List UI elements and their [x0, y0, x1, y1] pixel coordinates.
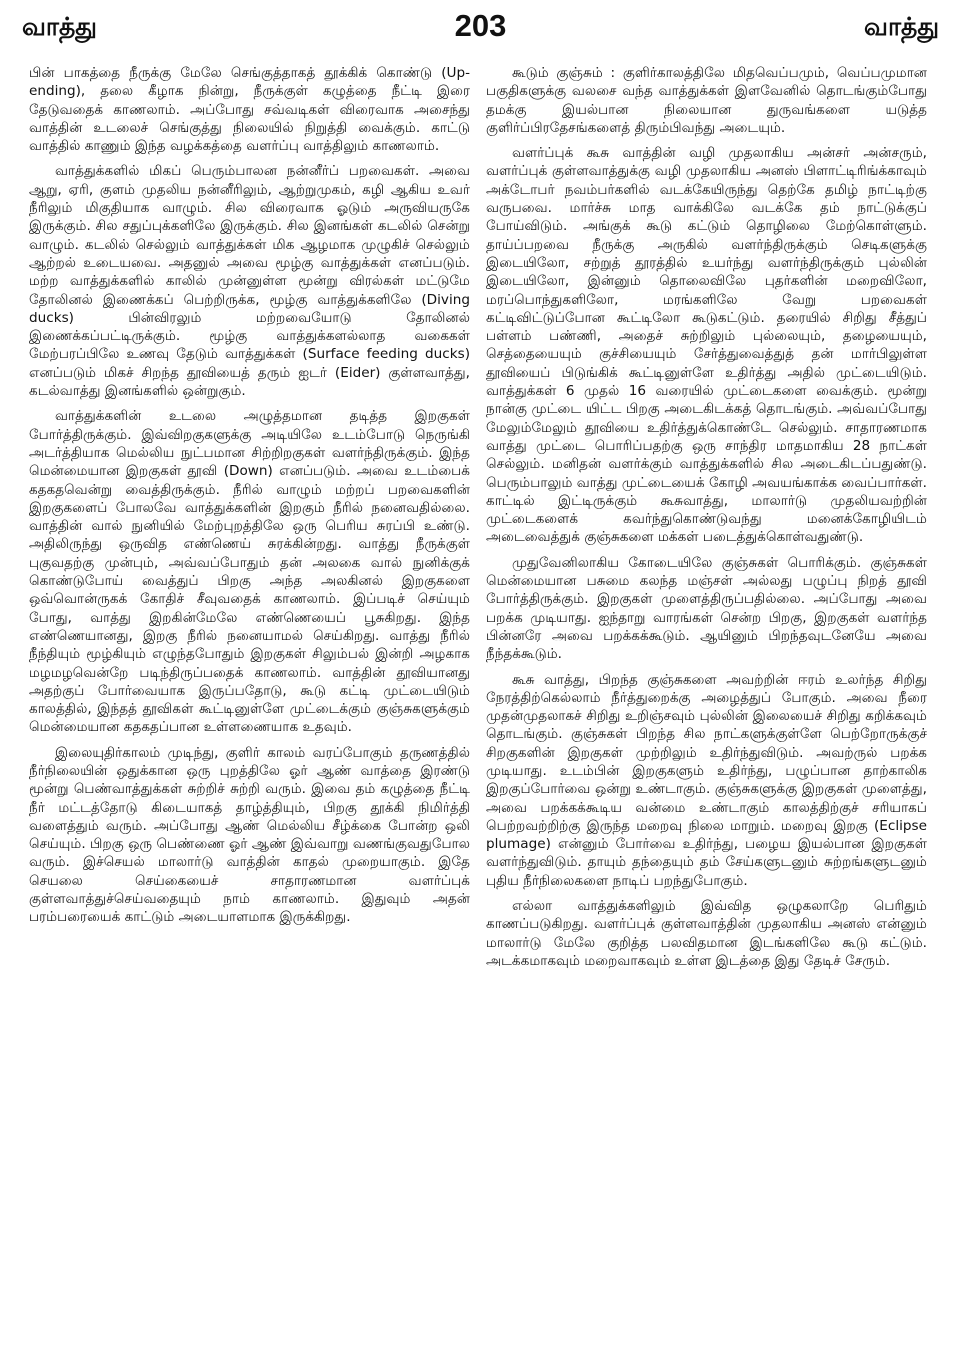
left-column	[29, 64, 470, 1360]
paragraph: வளர்ப்புக் கூசு வாத்தின் வழி முதலாகிய அன்சர் அன்சரும், வளர்ப்புக் குள்ளவாத்துக்கு வழி முதலாகிய அனஸ் பிளாட்டிரிங்க்காவும் அக்டோபர் நவம்பர்களில் வடக்கேயிருந்து தெற்கே தமிழ் நாட்டிற்கு வருபவை. மார்ச்சு மாத வாக்கிலே வடக்கே தம் நாட்டுக்குப் போய்விடும். அங்குக் கூடு கட்டும் தொழிலை மேற்கொள்ளும். தாய்ப்பறவை நீருக்கு அருகில் வளர்ந்திருக்கும் செடிகளுக்கு இடையிலோ, சற்றுத் தூரத்தில் உயர்ந்து வளர்ந்திருக்கும் புல்லின் இடையிலோ, இன்னும் தொலைவிலே புதர்களின் மறைவிலோ, மரப்பொந்துகளிலோ, மரங்களிலே வேறு பறவைகள் கட்டிவிட்டுப்போன கூட்டிலோ கூடுகட்டும். தரையில் சிறிது சீத்துப் பள்ளம் பண்ணி, அதைச் சுற்றிலும் புல்லையும், தழையையும், செத்தையையும் குச்சியையும் சேர்த்துவைத்துத் தன் மார்பிலுள்ள தூவியைப் பிடுங்கிக் கூட்டினுள்ளே உதிர்த்து அதில் முட்டையிடும். வாத்துக்கள் 6 முதல் 16 வரையில் முட்டைகளை வைக்கும். மூன்று நான்கு முட்டை யிட்ட பிறகு அடைகிடக்கத் தொடங்கும். அவ்வப்போது மேலும்மேலும் தூவியை உதிர்த்துக்கொண்டே செல்லும். சாதாரணமாக வாத்து முட்டை பொரிப்பதற்கு ஒரு சாந்திர மாதமாகிய 28 நாட்கள் செல்லும். மனிதன் வளர்க்கும் வாத்துக்களில் சில அடைகிடப்பதுண்டு. பெரும்பாலும் வாத்து முட்டையைக் கோழி அவயங்காக்க வைப்பார்கள். காட்டில் இட்டிருக்கும் கூசுவாத்து, மாலார்டு முதலியவற்றின் முட்டைகளைக் கவர்ந்துகொண்டுவந்து மனைக்கோழியிடம் அடைவைத்துக் குஞ்சுகளை மக்கள் படைத்துக்கொள்வதுண்டு.	[486, 145, 927, 546]
paragraph: வாத்துக்களின் உடலை அழுத்தமான தடித்த இறகுகள் போர்த்திருக்கும். இவ்விறகுகளுக்கு அடியிலே உடம்போடு நெருங்கி அடர்த்தியாக மெல்லிய நுட்பமான சிற்றிறகுகள் வளர்ந்திருக்கும். இந்த மென்மையான இறகுகள் தூவி (Down) எனப்படும். அவை உடம்பைக் கதகதவென்று வைத்திருக்கும். நீரில் வாழும் மற்றப் பறவைகளின் இறகுகளைப் போலவே வாத்துக்களின் இறகும் நீரில் நனைவதில்லை. வாத்தின் வால் நுனியில் மேற்புறத்திலே ஒரு பெரிய சுரப்பி உண்டு. அதிலிருந்து ஒருவித எண்ணெய் சுரக்கின்றது. வாத்து நீருக்குள் புகுவதற்கு முன்பும், அவ்வப்போதும் தன் அலகை வால் நுனிக்குக் கொண்டுபோய் வைத்துப் பிறகு அந்த அலகினல் இறகுகளை ஒவ்வொன்ருகக் கோதிச் சீவுவதைக் காணலாம். இப்படிச் செய்யும் போது, வாத்து இறகின்மேலே எண்ணெயைப் பூசுகிறது. இந்த எண்ணெயானது, இறகு நீரில் நனையாமல் செய்கிறது. வாத்து நீரில் நீந்தியும் மூழ்கியும் எழுந்தபோதும் இறகுகள் சிலும்பல் இன்றி அழகாக மழமழவென்றே படிந்திருப்பதைக் காணலாம். வாத்தின் தூவியானது அதற்குப் போர்வையாக இருப்பதோடு, கூடு கட்டி முட்டையிடும் காலத்தில், இந்தத் தூவிகள் கூட்டினுள்ளே முட்டைக்கும் குஞ்சுகளுக்கும் மென்மையான கதகதப்பான உள்ளணையாக உதவும்.	[29, 408, 470, 736]
guide-word-left: வாத்து	[22, 12, 97, 41]
paragraph: முதுவேனிலாகிய கோடையிலே குஞ்சுகள் பொரிக்கும். குஞ்சுகள் மென்மையான பசுமை கலந்த மஞ்சள் அல்லது பழுப்பு நிறத் தூவி போர்த்திருக்கும். இறகுகள் முளைத்திருப்பதில்லை. அப்போது அவை பறக்க முடியாது. ஐந்தாறு வாரங்கள் சென்ற பிறகு, இறகுகள் வளர்ந்த பின்னரே அவை பறக்கக்கூடும். ஆயினும் பிறந்தவுடனேயே அவை நீந்தக்கூடும்.	[486, 554, 927, 663]
right-column	[486, 64, 927, 1360]
paragraph: எல்லா வாத்துக்களிலும் இவ்வித ஒழுகலாறே பெரிதும் காணப்படுகிறது. வளர்ப்புக் குள்ளவாத்தின் முதலாகிய அனஸ் என்னும் மாலார்டு மேலே குறித்த பலவிதமான இடங்களிலே கூடு கட்டும். அடக்கமாகவும் மறைவாகவும் உள்ள இடத்தை இது தேடிச் சேரும்.	[486, 898, 927, 969]
paragraph: பின் பாகத்தை நீருக்கு மேலே செங்குத்தாகத் தூக்கிக் கொண்டு (Up-ending), தலை கீழாக நின்று, நீருக்குள் கழுத்தை நீட்டி இரை தேடுவதைக் காணலாம். அப்போது சவ்வடிகள் விரைவாக அசைந்து வாத்தின் உடலைச் செங்குத்து நிலையில் நிறுத்தி வைக்கும். காட்டு வாத்தில் காணும் இந்த வழக்கத்தை வளர்ப்பு வாத்திலும் காணலாம்.	[29, 65, 470, 155]
paragraph: வாத்துக்களில் மிகப் பெரும்பாலன நன்னீர்ப் பறவைகள். அவை ஆறு, ஏரி, குளம் முதலிய நன்னீரிலும், ஆற்றுமுகம், கழி ஆகிய உவர் நீரிலும் மிகுதியாக வாழும். சில விரைவாக ஓடும் அருவியருகே இருக்கும். சில சதுப்புக்களிலே இருக்கும். சில இனங்கள் கடலில் சென்று வாழும். கடலில் செல்லும் வாத்துக்கள் மிக ஆழமாக முழுகிச் செல்லும் ஆற்றல் உடையவை. அதனுல் அவை மூழ்கு வாத்துக்கள் எனப்படும். மற்ற வாத்துக்களில் காலில் முன்னுள்ள மூன்று விரல்கள் மட்டுமே தோலினல் இணைக்கப் பெற்றிருக்க, மூழ்கு வாத்துக்களிலே (Diving ducks) பின்விரலும் மற்றவையோடு தோலினல் இணைக்கப்பட்டிருக்கும். மூழ்கு வாத்துக்களல்லாத வகைகள் மேற்பரப்பிலே உணவு தேடும் வாத்துக்கள் (Surface feeding ducks) எனப்படும் மிகச் சிறந்த தூவியைத் தரும் ஐடர் (Eider) குள்ளவாத்து, கடல்வாத்து இனங்களில் ஒன்றுகும்.	[29, 163, 470, 400]
paragraph: கூசு வாத்து, பிறந்த குஞ்சுகளை அவற்றின் ஈரம் உலர்ந்த சிறிது நேரத்திற்கெல்லாம் நீர்த்துறைக்கு அழைத்துப் போகும். அவை நீரை முதன்முதலாகச் சிறிது உறிஞ்சவும் புல்லின் இலையைச் சிறிது கறிக்கவும் தொடங்கும். குஞ்சுகள் பிறந்த சில நாட்களுக்குள்ளே பெற்றோருக்குச் சிறகுகளின் இறகுகள் முற்றிலும் உதிர்ந்துவிடும். அவற்ருல் பறக்க முடியாது. உடம்பின் இறகுகளும் உதிர்ந்து, பழுப்பான தாற்காலிக இறகுப்போர்வை ஒன்று உண்டாகும். குஞ்சுகளுக்கு இறகுகள் முளைத்து, அவை பறக்கக்கூடிய வன்மை உண்டாகும் காலத்திற்குச் சரியாகப் பெற்றவற்றிற்கு இருந்த மறைவு நிலை மாறும். மறைவு இறகு (Eclipse plumage) என்னும் போர்வை உதிர்ந்து, பழைய இயல்பான இறகுகள் வளர்ந்துவிடும். தாயும் தந்தையும் தம் சேய்களுடனும் சுற்றங்களுடனும் புதிய நீர்நிலைகளை நாடிப் பறந்துபோகும்.	[486, 671, 927, 889]
running-header	[22, 8, 939, 52]
paragraph: இலையுதிர்காலம் முடிந்து, குளிர் காலம் வரப்போகும் தருணத்தில் நீர்நிலையின் ஒதுக்கான ஒரு புறத்திலே ஓர் ஆண் வாத்தை இரண்டு மூன்று பெண்வாத்துக்கள் சுற்றிச் சுற்றி வரும். இவை தம் கழுத்தை நீட்டி நீர் மட்டத்தோடு கிடையாகத் தாழ்த்தியும், பிறகு தூக்கி நிமிர்த்தி வளைத்தும் வரும். அப்போது ஆண் மெல்லிய சீழ்க்கை போன்ற ஒலி செய்யும். பிறகு ஒரு பெண்ணை ஓர் ஆண் இவ்வாறு வணங்குவதுபோல வரும். இச்செயல் மாலார்டு வாத்தின் காதல் முறையாகும். இதே செயலை செய்கையைச் சாதாரணமான வளர்ப்புக் குள்ளவாத்துச்செய்வதையும் நாம் காணலாம். இதுவும் அதன் பரம்பரையைக் காட்டும் அடையாளமாக இருக்கிறது.	[29, 744, 470, 926]
guide-word-right: வாத்து	[864, 12, 939, 41]
section-heading-paragraph: கூடும் குஞ்சும் : குளிர்காலத்திலே மிதவெப்பமும், வெப்பமுமான பகுதிகளுக்கு வலசை வந்த வாத்துக்கள் இளவேனில் தொடங்கும்போது தமக்கு இயல்பான நிலையான துருவங்களை யடுத்த குளிர்ப்பிரதேசங்களைத் திரும்பிவந்து அடையும்.	[486, 65, 927, 136]
page-number: 203	[454, 8, 507, 43]
